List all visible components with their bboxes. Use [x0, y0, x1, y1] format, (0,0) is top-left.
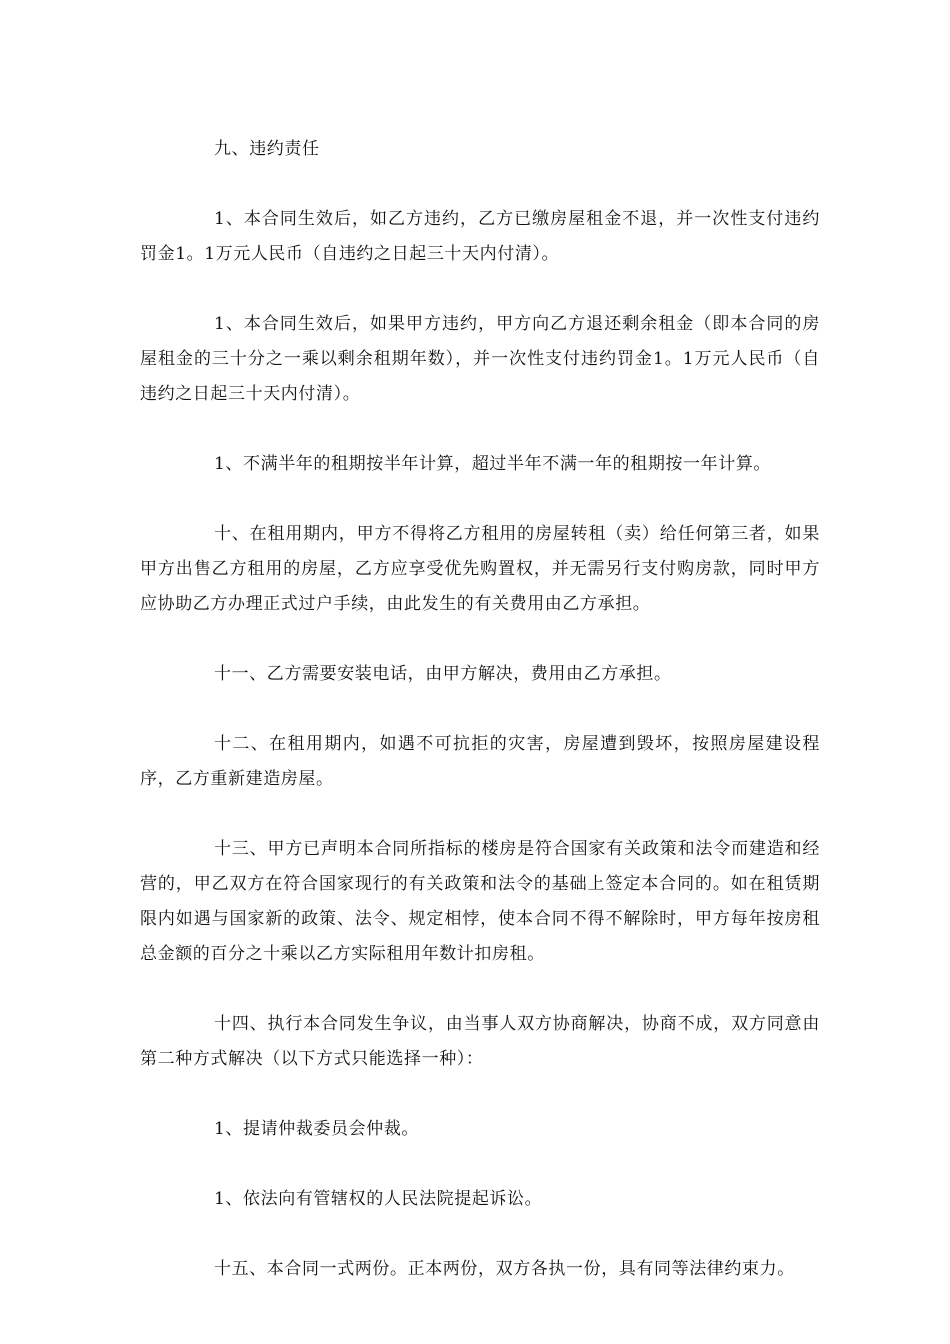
clause-lease-term-calculation: 1、不满半年的租期按半年计算，超过半年不满一年的租期按一年计算。 [214, 454, 772, 474]
clause-twelve-force-majeure: 十二、在租用期内，如遇不可抗拒的灾害，房屋遭到毁坏，按照房屋建设程序，乙方重新建造房屋。 [140, 734, 820, 789]
clause-thirteen-policy-compliance: 十三、甲方已声明本合同所指标的楼房是符合国家有关政策和法令而建造和经营的，甲乙双方在符合国家现行的有关政策和法令的基础上签定本合同的。如在租赁期限内如遇与国家新的政策、法令、规定相悖，使本合同不得不解除时，甲方每年按房租总金额的百分之十乘以乙方实际租用年数计扣房租。 [140, 839, 820, 964]
section-heading-breach-liability: 九、违约责任 [214, 139, 320, 159]
clause-fourteen-dispute-resolution: 十四、执行本合同发生争议，由当事人双方协商解决，协商不成，双方同意由第二种方式解决（以下方式只能选择一种）： [140, 1014, 820, 1069]
option-arbitration: 1、提请仲裁委员会仲裁。 [214, 1119, 420, 1139]
clause-fifteen-copies: 十五、本合同一式两份。正本两份，双方各执一份，具有同等法律约束力。 [214, 1259, 795, 1279]
clause-party-a-breach: 1、本合同生效后，如果甲方违约，甲方向乙方退还剩余租金（即本合同的房屋租金的三十分之一乘以剩余租期年数），并一次性支付违约罚金1。1万元人民币（自违约之日起三十天内付清）。 [140, 314, 820, 404]
document-body [140, 132, 820, 1287]
clause-party-b-breach: 1、本合同生效后，如乙方违约，乙方已缴房屋租金不退，并一次性支付违约罚金1。1万元人民币（自违约之日起三十天内付清）。 [140, 209, 820, 264]
clause-eleven-telephone: 十一、乙方需要安装电话，由甲方解决，费用由乙方承担。 [214, 664, 672, 684]
option-litigation: 1、依法向有管辖权的人民法院提起诉讼。 [214, 1189, 543, 1209]
clause-ten-sublease-and-sale: 十、在租用期内，甲方不得将乙方租用的房屋转租（卖）给任何第三者，如果甲方出售乙方租用的房屋，乙方应享受优先购置权，并无需另行支付购房款，同时甲方应协助乙方办理正式过户手续，由此发生的有关费用由乙方承担。 [140, 524, 820, 614]
